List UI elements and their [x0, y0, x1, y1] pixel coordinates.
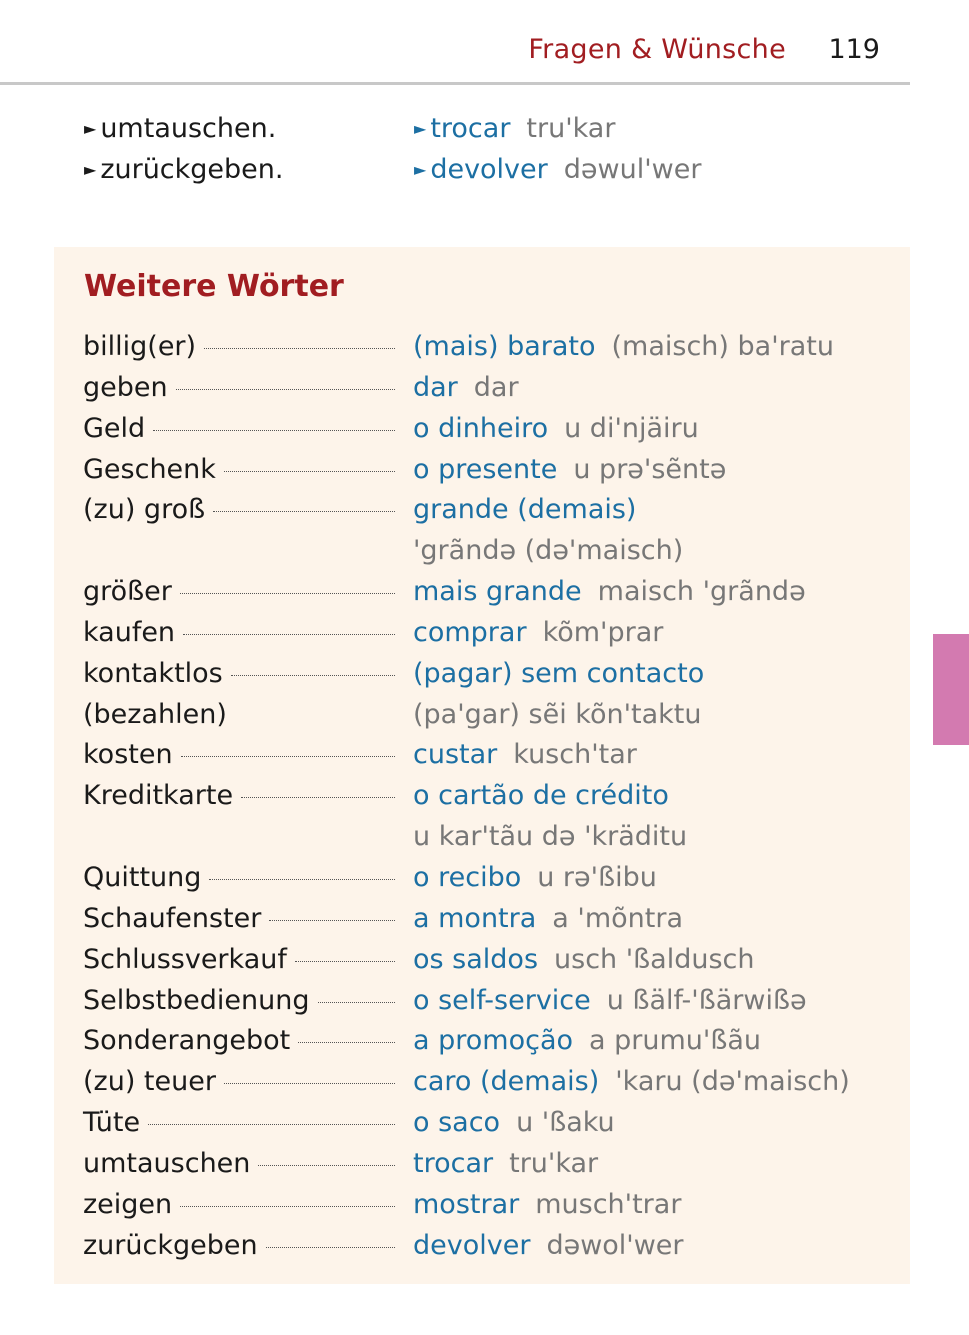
- arrow-right-icon: ►: [84, 160, 97, 179]
- german-phrase: zurückgeben.: [100, 154, 284, 185]
- dotted-leader: [204, 348, 395, 349]
- dotted-leader: [231, 675, 395, 676]
- portuguese-cell: [413, 981, 807, 1021]
- german-term-cell: [83, 654, 395, 694]
- vocab-row: [83, 1185, 903, 1226]
- portuguese-cell: [413, 1226, 684, 1266]
- vocab-row: [83, 654, 903, 695]
- portuguese-term: (pagar) sem contacto: [413, 657, 705, 689]
- vocab-row: [83, 531, 903, 572]
- portuguese-phrase: devolver: [430, 154, 548, 185]
- vocab-row: [83, 1062, 903, 1103]
- pronunciation: 'karu (də'maisch): [615, 1066, 850, 1098]
- pronunciation: u prə'sẽntə: [573, 453, 727, 485]
- pronunciation: u kar'tãu də 'kräditu: [413, 821, 688, 853]
- portuguese-term: o presente: [413, 453, 558, 485]
- dotted-leader: [318, 1002, 395, 1003]
- dotted-leader: [224, 1083, 395, 1084]
- vocab-row: [83, 1226, 903, 1267]
- portuguese-term: o cartão de crédito: [413, 780, 669, 812]
- german-term-cell: [83, 858, 395, 898]
- german-term-cell: [83, 1021, 395, 1061]
- german-term-cell: [83, 695, 395, 735]
- german-term-cell: [83, 450, 395, 490]
- dotted-leader: [295, 961, 395, 962]
- portuguese-cell: [413, 1185, 681, 1225]
- vocab-row: [83, 490, 903, 531]
- portuguese-term: a promoção: [413, 1025, 574, 1057]
- german-term-cell: [83, 1144, 395, 1184]
- portuguese-cell: [413, 1144, 598, 1184]
- pronunciation: tru'kar: [526, 113, 616, 144]
- dotted-leader: [266, 1247, 395, 1248]
- german-phrase: umtauschen.: [100, 113, 277, 144]
- portuguese-cell: [413, 654, 704, 694]
- german-term-cell: [83, 981, 395, 1021]
- german-term-cell: [83, 1185, 395, 1225]
- portuguese-term: o saco: [413, 1107, 501, 1139]
- german-term-cell: [83, 735, 395, 775]
- portuguese-term: (mais) barato: [413, 331, 596, 362]
- vocab-row: [83, 695, 903, 736]
- german-term: größer: [83, 576, 172, 608]
- german-term: Tüte: [83, 1107, 141, 1139]
- portuguese-cell: [413, 450, 726, 490]
- portuguese-cell: [413, 368, 519, 408]
- portuguese-cell: [413, 1103, 615, 1143]
- pronunciation: kusch'tar: [513, 739, 637, 771]
- german-term-cell: [83, 940, 395, 980]
- portuguese-term: custar: [413, 739, 498, 771]
- german-term: Sonderangebot: [83, 1025, 291, 1057]
- vocab-row: [83, 572, 903, 613]
- dotted-leader: [258, 1165, 395, 1166]
- phrase-row: [84, 149, 904, 190]
- pronunciation: dəwul'wer: [563, 154, 702, 185]
- vocabulary-list: [83, 327, 903, 1266]
- pronunciation: a 'mõntra: [552, 902, 684, 934]
- pronunciation: kõm'prar: [542, 616, 664, 648]
- german-term-cell: [83, 572, 395, 612]
- pronunciation: dar: [473, 371, 519, 403]
- dotted-leader: [180, 1206, 395, 1207]
- german-term: (zu) teuer: [83, 1066, 216, 1098]
- vocab-row: [83, 817, 903, 858]
- german-term-cell: [83, 490, 395, 530]
- dotted-leader: [176, 389, 395, 390]
- german-term: Quittung: [83, 861, 202, 893]
- dotted-leader: [298, 1042, 395, 1043]
- dotted-leader: [269, 920, 395, 921]
- panel-title: Weitere Wörter: [84, 269, 344, 304]
- chapter-tab-marker: [933, 634, 969, 745]
- portuguese-cell: [413, 531, 683, 571]
- pronunciation: dəwol'wer: [546, 1229, 684, 1261]
- vocab-row: [83, 899, 903, 940]
- german-term: billig(er): [83, 331, 197, 362]
- german-term: zurückgeben: [83, 1229, 258, 1261]
- german-term-cell: [83, 368, 395, 408]
- german-term-cell: [83, 1062, 395, 1102]
- german-term: kontaktlos: [83, 657, 223, 689]
- section-title: Fragen & Wünsche: [528, 34, 786, 65]
- dotted-leader: [153, 430, 395, 431]
- german-term: geben: [83, 371, 168, 403]
- german-term: kosten: [83, 739, 173, 771]
- german-term: umtauschen: [83, 1147, 251, 1179]
- vocab-row: [83, 327, 903, 368]
- portuguese-term: mais grande: [413, 576, 582, 608]
- vocab-row: [83, 409, 903, 450]
- portuguese-cell: [413, 776, 669, 816]
- german-term-cell: [83, 327, 395, 367]
- german-term-cell: [83, 409, 395, 449]
- dotted-leader: [209, 879, 395, 880]
- arrow-right-icon: ►: [84, 119, 97, 138]
- portuguese-cell: [413, 940, 755, 980]
- arrow-right-icon: ►: [414, 160, 427, 179]
- vocab-row: [83, 735, 903, 776]
- vocab-row: [83, 1103, 903, 1144]
- pronunciation: a prumu'ßãu: [589, 1025, 762, 1057]
- pronunciation: u rə'ßibu: [537, 861, 657, 893]
- german-term-cell: [83, 613, 395, 653]
- german-term: (bezahlen): [83, 698, 227, 730]
- dotted-leader: [213, 511, 395, 512]
- vocab-row: [83, 858, 903, 899]
- german-term-cell: [83, 1226, 395, 1266]
- pronunciation: u 'ßaku: [516, 1107, 615, 1139]
- vocabulary-panel: [54, 247, 910, 1284]
- vocab-row: [83, 1144, 903, 1185]
- portuguese-cell: [413, 327, 834, 367]
- pronunciation: (maisch) ba'ratu: [611, 331, 834, 362]
- vocab-row: [83, 776, 903, 817]
- portuguese-cell: [413, 899, 683, 939]
- pronunciation: 'grãndə (də'maisch): [413, 535, 684, 567]
- portuguese-term: a montra: [413, 902, 537, 934]
- dotted-leader: [180, 593, 395, 594]
- pronunciation: maisch 'grãndə: [597, 576, 806, 608]
- german-term: Schaufenster: [83, 902, 262, 934]
- portuguese-term: mostrar: [413, 1188, 520, 1220]
- german-term: Geschenk: [83, 453, 216, 485]
- portuguese-cell: [413, 1021, 761, 1061]
- portuguese-cell: [413, 409, 699, 449]
- german-term: (zu) groß: [83, 494, 206, 526]
- portuguese-term: grande (demais): [413, 494, 637, 526]
- german-term: kaufen: [83, 616, 176, 648]
- portuguese-cell: [413, 1062, 850, 1102]
- phrase-row: [84, 108, 904, 149]
- arrow-right-icon: ►: [414, 119, 427, 138]
- portuguese-term: trocar: [413, 1147, 494, 1179]
- vocab-row: [83, 981, 903, 1022]
- german-term: Geld: [83, 412, 146, 444]
- pronunciation: u ßälf-'ßärwißə: [606, 984, 807, 1016]
- portuguese-cell: [413, 572, 806, 612]
- dotted-leader: [241, 797, 395, 798]
- portuguese-term: caro (demais): [413, 1066, 600, 1098]
- portuguese-phrase: trocar: [430, 113, 511, 144]
- german-term-cell: [83, 1103, 395, 1143]
- phrase-list: [84, 108, 904, 190]
- portuguese-cell: [413, 490, 636, 530]
- dotted-leader: [224, 471, 395, 472]
- pronunciation: usch 'ßaldusch: [554, 943, 755, 975]
- pronunciation: (pa'gar) sẽi kõn'taktu: [413, 698, 702, 730]
- german-term: zeigen: [83, 1188, 173, 1220]
- pronunciation: musch'trar: [535, 1188, 682, 1220]
- german-term: Schlussverkauf: [83, 943, 287, 975]
- portuguese-term: o recibo: [413, 861, 522, 893]
- portuguese-term: dar: [413, 371, 458, 403]
- german-term-cell: [83, 776, 395, 816]
- vocab-row: [83, 1021, 903, 1062]
- pronunciation: tru'kar: [509, 1147, 599, 1179]
- german-term: Kreditkarte: [83, 780, 234, 812]
- dotted-leader: [183, 634, 395, 635]
- portuguese-term: comprar: [413, 616, 527, 648]
- portuguese-term: os saldos: [413, 943, 539, 975]
- portuguese-cell: [413, 858, 657, 898]
- page-header: [0, 0, 910, 85]
- portuguese-cell: [413, 695, 702, 735]
- portuguese-term: o dinheiro: [413, 412, 549, 444]
- vocab-row: [83, 613, 903, 654]
- german-term: Selbstbedienung: [83, 984, 310, 1016]
- vocab-row: [83, 368, 903, 409]
- dotted-leader: [181, 756, 395, 757]
- portuguese-cell: [413, 735, 637, 775]
- portuguese-cell: [413, 817, 687, 857]
- portuguese-cell: [413, 613, 663, 653]
- pronunciation: u di'njäiru: [564, 412, 699, 444]
- portuguese-term: o self-service: [413, 984, 591, 1016]
- vocab-row: [83, 450, 903, 491]
- portuguese-term: devolver: [413, 1229, 531, 1261]
- page-number: 119: [828, 34, 880, 65]
- dotted-leader: [148, 1124, 395, 1125]
- vocab-row: [83, 940, 903, 981]
- german-term-cell: [83, 899, 395, 939]
